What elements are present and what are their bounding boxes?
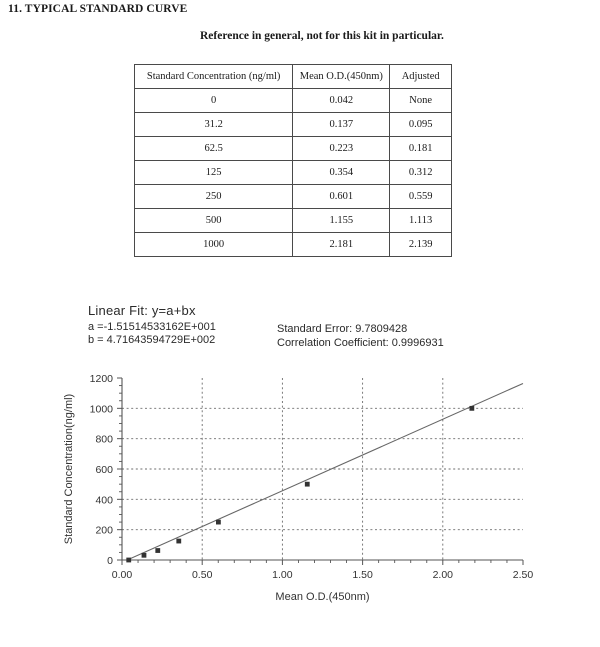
cell-concentration: 1000: [135, 233, 293, 257]
subtitle-note: Reference in general, not for this kit in particular.: [200, 30, 444, 42]
fit-coefficient-b: b = 4.71643594729E+002: [88, 334, 216, 346]
linear-fit-block: [88, 303, 216, 347]
svg-text:400: 400: [95, 494, 113, 507]
table-header-row: [135, 65, 452, 89]
column-header-concentration: Standard Concentration (ng/ml): [135, 65, 293, 89]
standard-curve-chart: [0, 360, 600, 610]
table-row: [135, 113, 452, 137]
svg-text:800: 800: [95, 433, 113, 446]
svg-text:1.50: 1.50: [352, 569, 373, 581]
cell-concentration: 62.5: [135, 137, 293, 161]
cell-adjusted: 0.095: [390, 113, 452, 137]
table-row: [135, 209, 452, 233]
cell-concentration: 31.2: [135, 113, 293, 137]
cell-concentration: 0: [135, 89, 293, 113]
cell-mean-od: 0.601: [293, 185, 390, 209]
svg-text:1000: 1000: [89, 403, 113, 416]
svg-text:1200: 1200: [89, 373, 113, 385]
cell-mean-od: 1.155: [293, 209, 390, 233]
table-row: [135, 185, 452, 209]
cell-mean-od: 0.137: [293, 113, 390, 137]
cell-mean-od: 2.181: [293, 233, 390, 257]
cell-adjusted: 0.312: [390, 161, 452, 185]
table-row: [135, 89, 452, 113]
standard-error-value: Standard Error: 9.7809428: [277, 323, 408, 335]
svg-text:0: 0: [107, 555, 113, 567]
cell-concentration: 125: [135, 161, 293, 185]
table-header: [135, 65, 452, 89]
y-axis-title: Standard Concentration(ng/ml): [63, 393, 75, 545]
cell-adjusted: 2.139: [390, 233, 452, 257]
svg-text:0.00: 0.00: [111, 569, 133, 581]
svg-text:0.50: 0.50: [191, 569, 213, 581]
standard-curve-table: [134, 64, 452, 257]
chart-gridlines: [122, 378, 523, 560]
chart-svg: [0, 360, 600, 610]
svg-text:2.00: 2.00: [432, 569, 454, 581]
cell-concentration: 250: [135, 185, 293, 209]
table-row: [135, 161, 452, 185]
table-row: [135, 137, 452, 161]
cell-adjusted: 0.181: [390, 137, 452, 161]
svg-text:200: 200: [95, 524, 113, 537]
cell-mean-od: 0.042: [293, 89, 390, 113]
svg-text:1.00: 1.00: [272, 569, 293, 581]
fit-statistics-block: [277, 322, 444, 350]
chart-fit-line: [127, 383, 523, 560]
correlation-coefficient-value: Correlation Coefficient: 0.9996931: [277, 337, 444, 349]
cell-mean-od: 0.223: [293, 137, 390, 161]
cell-adjusted: 0.559: [390, 185, 452, 209]
linear-fit-title: Linear Fit: y=a+bx: [88, 303, 196, 318]
cell-mean-od: 0.354: [293, 161, 390, 185]
table-row: [135, 233, 452, 257]
svg-text:600: 600: [95, 464, 113, 476]
svg-text:2.50: 2.50: [512, 569, 534, 581]
chart-data-points: [126, 406, 474, 562]
page-title: 11. TYPICAL STANDARD CURVE: [8, 3, 188, 15]
x-axis-title: Mean O.D.(450nm): [275, 591, 370, 603]
fit-coefficient-a: a =-1.51514533162E+001: [88, 321, 216, 333]
column-header-mean-od: Mean O.D.(450nm): [293, 65, 390, 89]
cell-concentration: 500: [135, 209, 293, 233]
cell-adjusted: None: [390, 89, 452, 113]
table-body: [135, 89, 452, 257]
column-header-adjusted: Adjusted: [390, 65, 452, 89]
cell-adjusted: 1.113: [390, 209, 452, 233]
